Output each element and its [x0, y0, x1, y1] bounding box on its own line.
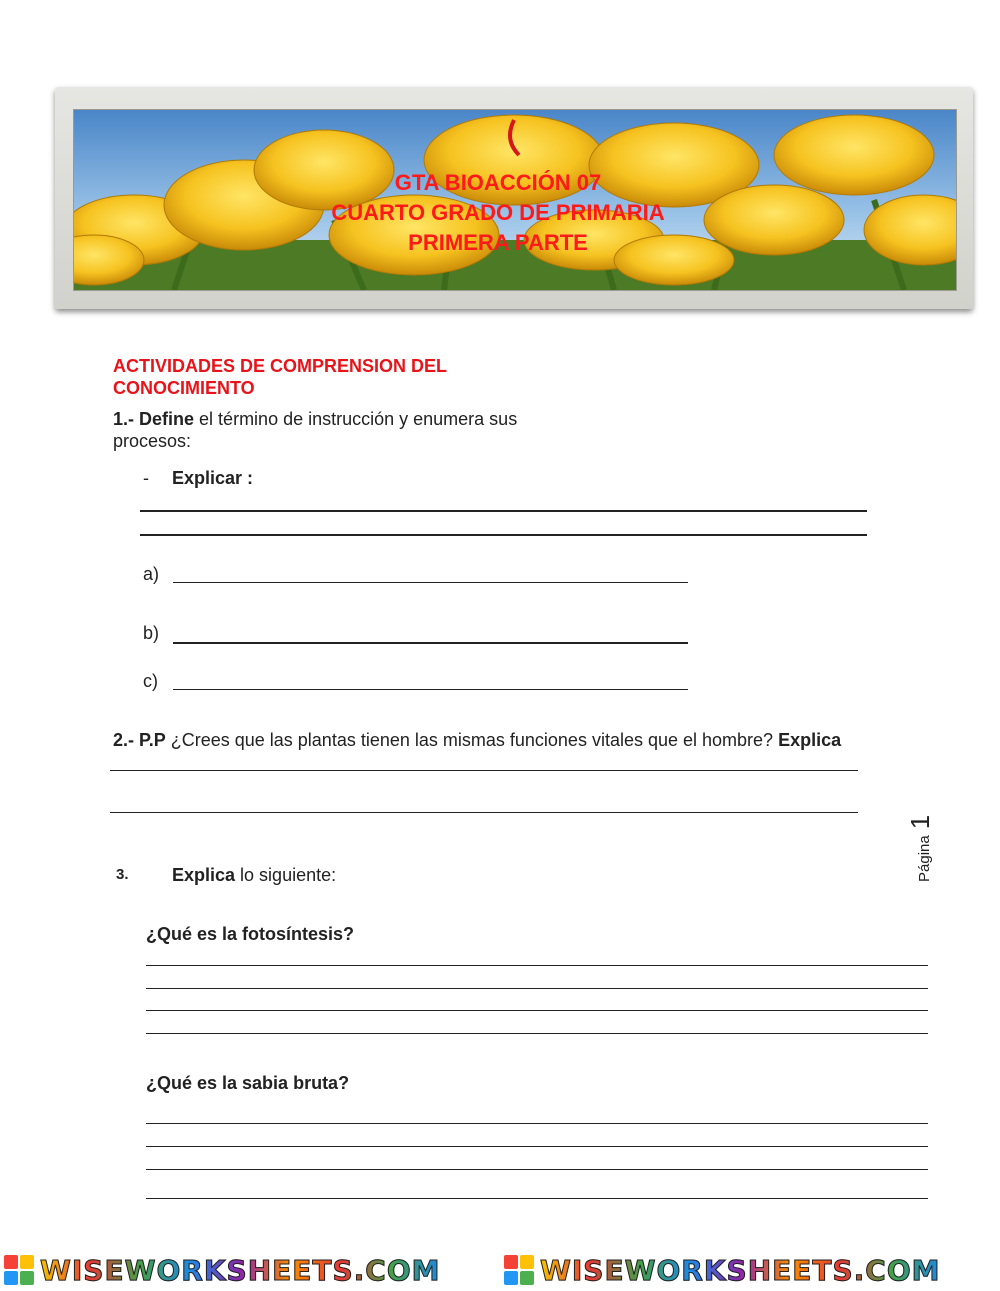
watermark-text-1: WISEWORKSHEETS.COM [40, 1253, 441, 1287]
q3-verb: Explica [172, 865, 236, 885]
q2-answer-line-1[interactable] [110, 770, 858, 771]
question-1 [113, 408, 573, 452]
q1-item-a-label: a) [143, 564, 160, 584]
q3-sub1-line-4[interactable] [146, 1033, 928, 1034]
q3-sub1-line-3[interactable] [146, 1010, 928, 1011]
q1-verb: Define [139, 409, 195, 429]
q1-item-b-line[interactable] [173, 642, 688, 644]
wiseworksheets-logo-icon-2 [504, 1255, 534, 1285]
q3-text: lo siguiente: [235, 865, 337, 885]
q1-answer-line-2[interactable] [140, 534, 867, 536]
q1-number: 1.- [113, 409, 135, 429]
q1-item-c-line[interactable] [173, 689, 688, 690]
section-title: ACTIVIDADES DE COMPRENSION DEL CONOCIMIENTO [113, 356, 447, 398]
q1-answer-line-1[interactable] [140, 510, 867, 512]
q1-explicar-label: Explicar : [172, 468, 254, 488]
q2-tag: P.P [139, 730, 166, 750]
q3-sub2-line-2[interactable] [146, 1146, 928, 1147]
q1-item-b-label: b) [143, 623, 160, 643]
q3-sub2-question: ¿Qué es la sabia bruta? [146, 1073, 350, 1093]
q3-sub1-line-2[interactable] [146, 988, 928, 989]
page-label-text: Página [916, 835, 933, 882]
q1-text: el término de instrucción y enumera sus procesos: [113, 409, 518, 451]
q2-answer-line-2[interactable] [110, 812, 858, 813]
watermark-text-2: WISEWORKSHEETS.COM [540, 1253, 941, 1287]
q1-bullet: - [143, 468, 149, 488]
q3-sub1-question: ¿Qué es la fotosíntesis? [146, 924, 355, 944]
q3-sub1-line-1[interactable] [146, 965, 928, 966]
q3-sub2-line-1[interactable] [146, 1123, 928, 1124]
question-3 [172, 864, 336, 886]
q2-text: ¿Crees que las plantas tienen las mismas funciones vitales que el hombre? [165, 730, 779, 750]
question-2 [113, 729, 933, 751]
banner-title-line1: GTA BIOACCIÓN 07 [394, 170, 602, 195]
q2-verb: Explica [778, 730, 842, 750]
banner-title-line2: CUARTO GRADO DE PRIMARIA [331, 200, 665, 225]
q1-item-a-line[interactable] [173, 582, 688, 583]
banner-title-line3: PRIMERA PARTE [408, 230, 588, 255]
watermark-2 [504, 1252, 941, 1288]
footer-watermark [0, 1252, 1000, 1288]
banner-titles [73, 168, 923, 258]
q3-sub2-line-3[interactable] [146, 1169, 928, 1170]
q1-item-c-label: c) [143, 671, 158, 691]
q3-number: 3. [116, 866, 129, 883]
page-number-label [905, 812, 945, 882]
page-number: 1 [905, 814, 935, 830]
wiseworksheets-logo-icon [4, 1255, 34, 1285]
watermark-1 [4, 1252, 441, 1288]
q2-number: 2.- [113, 730, 135, 750]
q3-sub2-line-4[interactable] [146, 1198, 928, 1199]
